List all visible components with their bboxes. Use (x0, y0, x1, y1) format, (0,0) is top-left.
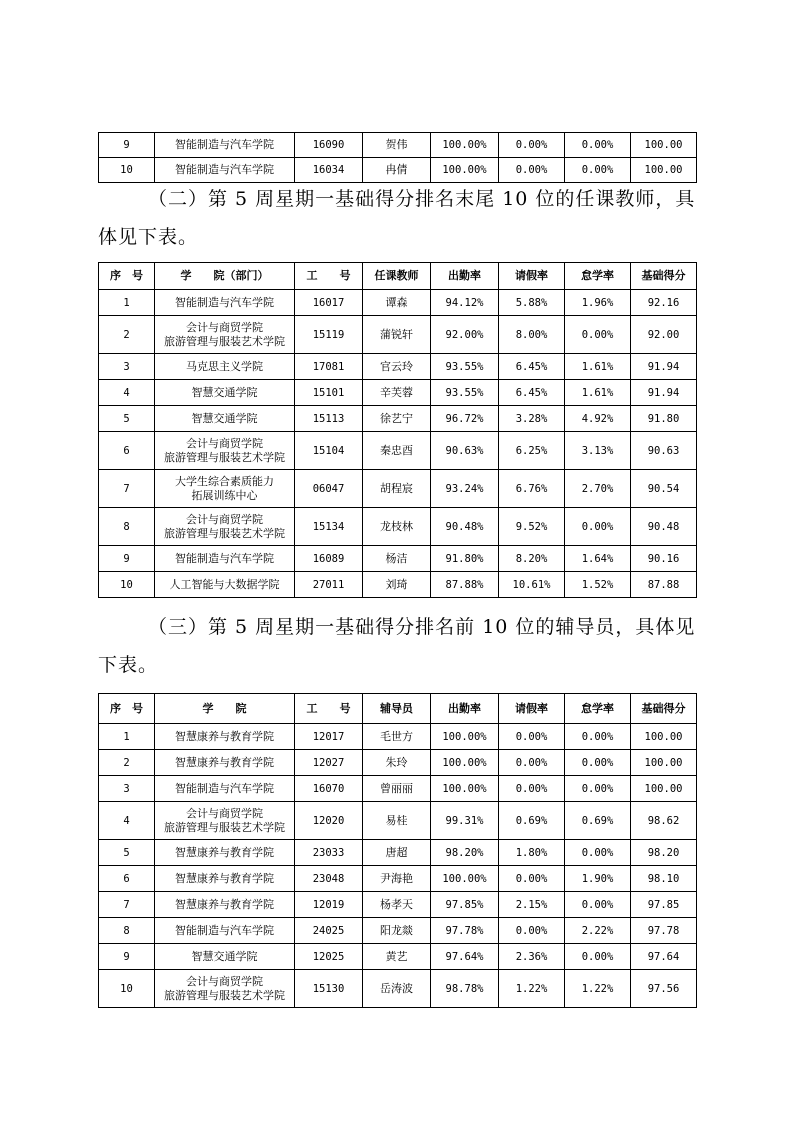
table-row (99, 750, 697, 776)
cell-no: 9 (99, 133, 155, 158)
cell-college (155, 546, 295, 572)
cell-college (155, 470, 295, 508)
cell-name: 易桂 (363, 802, 431, 840)
cell-name: 尹海艳 (363, 866, 431, 892)
cell-truancy: 0.00% (565, 750, 631, 776)
table-row (99, 354, 697, 380)
cell-truancy: 0.00% (565, 776, 631, 802)
cell-truancy: 3.13% (565, 432, 631, 470)
cell-college (155, 380, 295, 406)
cell-college (155, 866, 295, 892)
cell-score: 90.48 (631, 508, 697, 546)
cell-score: 100.00 (631, 750, 697, 776)
cell-no: 6 (99, 432, 155, 470)
cell-no: 5 (99, 406, 155, 432)
cell-leave: 0.00% (499, 918, 565, 944)
cell-score: 97.64 (631, 944, 697, 970)
table-row (99, 776, 697, 802)
cell-truancy: 1.96% (565, 290, 631, 316)
table-row (99, 508, 697, 546)
college-line: 智慧康养与教育学院 (175, 845, 274, 859)
cell-id: 12020 (295, 802, 363, 840)
table-row (99, 470, 697, 508)
cell-score: 100.00 (631, 724, 697, 750)
college-line: 智能制造与汽车学院 (175, 781, 274, 795)
cell-id: 16034 (295, 158, 363, 183)
cell-truancy: 0.00% (565, 158, 631, 183)
college-line: 智能制造与汽车学院 (175, 923, 274, 937)
college-line: 智能制造与汽车学院 (175, 163, 274, 176)
cell-attendance: 100.00% (431, 750, 499, 776)
college-line: 智慧交通学院 (191, 949, 258, 963)
cell-truancy: 0.00% (565, 892, 631, 918)
table-row (99, 918, 697, 944)
cell-leave: 0.00% (499, 866, 565, 892)
cell-college (155, 133, 295, 158)
table-row (99, 133, 697, 158)
cell-attendance: 99.31% (431, 802, 499, 840)
cell-name: 朱玲 (363, 750, 431, 776)
table-row (99, 724, 697, 750)
cell-id: 24025 (295, 918, 363, 944)
table-header-row (99, 263, 697, 290)
table-row (99, 406, 697, 432)
cell-name: 冉倩 (363, 158, 431, 183)
cell-no: 4 (99, 802, 155, 840)
table-row (99, 158, 697, 183)
table-row (99, 290, 697, 316)
cell-score: 87.88 (631, 572, 697, 598)
cell-attendance: 97.78% (431, 918, 499, 944)
cell-truancy: 0.00% (565, 508, 631, 546)
table-body (99, 724, 697, 1008)
header-id: 工 号 (295, 694, 363, 724)
cell-name: 刘琦 (363, 572, 431, 598)
cell-truancy: 0.00% (565, 133, 631, 158)
college-line: 会计与商贸学院 (186, 320, 263, 334)
cell-score: 91.94 (631, 354, 697, 380)
cell-score: 91.80 (631, 406, 697, 432)
header-leave: 请假率 (499, 694, 565, 724)
cell-name: 胡程宸 (363, 470, 431, 508)
cell-attendance: 100.00% (431, 724, 499, 750)
cell-score: 98.10 (631, 866, 697, 892)
header-score: 基础得分 (631, 694, 697, 724)
table-row (99, 546, 697, 572)
cell-college (155, 840, 295, 866)
cell-leave: 6.45% (499, 354, 565, 380)
table-top-continuation (98, 132, 697, 183)
cell-leave: 0.00% (499, 750, 565, 776)
cell-college (155, 944, 295, 970)
cell-score: 90.54 (631, 470, 697, 508)
section-heading-3: （三）第 5 周星期一基础得分排名前 10 位的辅导员，具体见 (148, 616, 696, 638)
cell-truancy: 2.70% (565, 470, 631, 508)
cell-name: 贺伟 (363, 133, 431, 158)
college-line: 智慧交通学院 (191, 385, 258, 399)
cell-leave: 8.00% (499, 316, 565, 354)
cell-college (155, 290, 295, 316)
cell-score: 90.16 (631, 546, 697, 572)
cell-id: 15104 (295, 432, 363, 470)
cell-truancy: 2.22% (565, 918, 631, 944)
cell-id: 23033 (295, 840, 363, 866)
cell-name: 徐艺宁 (363, 406, 431, 432)
cell-college (155, 892, 295, 918)
header-person: 辅导员 (363, 694, 431, 724)
cell-no: 7 (99, 892, 155, 918)
cell-id: 15113 (295, 406, 363, 432)
cell-name: 官云玲 (363, 354, 431, 380)
cell-score: 97.85 (631, 892, 697, 918)
table-header-row (99, 694, 697, 724)
header-score: 基础得分 (631, 263, 697, 290)
section-heading-3-cont: 下表。 (98, 654, 159, 676)
cell-name: 曾丽丽 (363, 776, 431, 802)
cell-truancy: 0.00% (565, 724, 631, 750)
cell-truancy: 1.22% (565, 970, 631, 1008)
cell-name: 岳涛波 (363, 970, 431, 1008)
cell-id: 16017 (295, 290, 363, 316)
cell-college (155, 724, 295, 750)
header-no: 序 号 (99, 263, 155, 290)
header-leave: 请假率 (499, 263, 565, 290)
cell-college (155, 750, 295, 776)
college-line: 会计与商贸学院 (186, 436, 263, 450)
cell-attendance: 97.85% (431, 892, 499, 918)
college-line: 会计与商贸学院 (186, 974, 263, 988)
college-line: 会计与商贸学院 (186, 512, 263, 526)
cell-score: 98.62 (631, 802, 697, 840)
cell-attendance: 98.20% (431, 840, 499, 866)
college-line: 旅游管理与服装艺术学院 (164, 988, 285, 1002)
cell-id: 27011 (295, 572, 363, 598)
cell-score: 97.56 (631, 970, 697, 1008)
cell-leave: 1.22% (499, 970, 565, 1008)
college-line: 拓展训练中心 (191, 488, 258, 502)
cell-id: 12019 (295, 892, 363, 918)
cell-name: 毛世方 (363, 724, 431, 750)
cell-attendance: 100.00% (431, 866, 499, 892)
cell-no: 1 (99, 724, 155, 750)
college-line: 旅游管理与服装艺术学院 (164, 334, 285, 348)
table-row (99, 572, 697, 598)
college-line: 人工智能与大数据学院 (169, 577, 280, 591)
cell-attendance: 90.48% (431, 508, 499, 546)
cell-score: 98.20 (631, 840, 697, 866)
cell-college (155, 572, 295, 598)
cell-name: 阳龙燚 (363, 918, 431, 944)
cell-id: 12025 (295, 944, 363, 970)
table-row (99, 432, 697, 470)
cell-attendance: 94.12% (431, 290, 499, 316)
table-row (99, 970, 697, 1008)
college-line: 马克思主义学院 (186, 359, 263, 373)
cell-leave: 9.52% (499, 508, 565, 546)
section-heading-2-cont: 体见下表。 (98, 226, 199, 248)
cell-no: 5 (99, 840, 155, 866)
header-person: 任课教师 (363, 263, 431, 290)
cell-name: 蒲锐轩 (363, 316, 431, 354)
college-line: 智慧康养与教育学院 (175, 729, 274, 743)
table-row (99, 866, 697, 892)
cell-college (155, 316, 295, 354)
cell-truancy: 0.69% (565, 802, 631, 840)
college-line: 会计与商贸学院 (186, 806, 263, 820)
cell-no: 3 (99, 776, 155, 802)
cell-leave: 0.00% (499, 133, 565, 158)
cell-attendance: 92.00% (431, 316, 499, 354)
cell-truancy: 1.90% (565, 866, 631, 892)
cell-id: 16090 (295, 133, 363, 158)
cell-no: 9 (99, 546, 155, 572)
cell-attendance: 90.63% (431, 432, 499, 470)
cell-score: 100.00 (631, 158, 697, 183)
cell-name: 龙枝林 (363, 508, 431, 546)
college-line: 大学生综合素质能力 (175, 474, 274, 488)
cell-leave: 0.00% (499, 724, 565, 750)
cell-leave: 2.15% (499, 892, 565, 918)
cell-name: 辛芙蓉 (363, 380, 431, 406)
cell-no: 9 (99, 944, 155, 970)
cell-score: 90.63 (631, 432, 697, 470)
cell-attendance: 100.00% (431, 776, 499, 802)
table-body (99, 290, 697, 598)
cell-name: 秦忠酉 (363, 432, 431, 470)
table-row (99, 316, 697, 354)
cell-no: 2 (99, 316, 155, 354)
cell-name: 杨孝天 (363, 892, 431, 918)
cell-score: 91.94 (631, 380, 697, 406)
header-college: 学 院（部门） (155, 263, 295, 290)
cell-attendance: 93.24% (431, 470, 499, 508)
cell-attendance: 97.64% (431, 944, 499, 970)
college-line: 智慧康养与教育学院 (175, 755, 274, 769)
cell-college (155, 918, 295, 944)
table-row (99, 380, 697, 406)
cell-leave: 2.36% (499, 944, 565, 970)
cell-id: 16070 (295, 776, 363, 802)
cell-score: 100.00 (631, 776, 697, 802)
cell-leave: 6.25% (499, 432, 565, 470)
header-truancy: 怠学率 (565, 263, 631, 290)
cell-leave: 8.20% (499, 546, 565, 572)
cell-college (155, 354, 295, 380)
cell-attendance: 100.00% (431, 158, 499, 183)
header-truancy: 怠学率 (565, 694, 631, 724)
cell-truancy: 4.92% (565, 406, 631, 432)
table-row (99, 802, 697, 840)
cell-id: 06047 (295, 470, 363, 508)
cell-name: 杨洁 (363, 546, 431, 572)
cell-college (155, 802, 295, 840)
cell-attendance: 93.55% (431, 354, 499, 380)
header-no: 序 号 (99, 694, 155, 724)
cell-no: 10 (99, 158, 155, 183)
cell-id: 15130 (295, 970, 363, 1008)
cell-score: 97.78 (631, 918, 697, 944)
cell-name: 黄艺 (363, 944, 431, 970)
cell-id: 17081 (295, 354, 363, 380)
cell-score: 92.00 (631, 316, 697, 354)
cell-attendance: 93.55% (431, 380, 499, 406)
cell-attendance: 91.80% (431, 546, 499, 572)
table-top-counselors (98, 693, 697, 1008)
cell-leave: 6.45% (499, 380, 565, 406)
cell-attendance: 98.78% (431, 970, 499, 1008)
college-line: 旅游管理与服装艺术学院 (164, 820, 285, 834)
cell-truancy: 0.00% (565, 316, 631, 354)
cell-id: 15134 (295, 508, 363, 546)
cell-id: 23048 (295, 866, 363, 892)
cell-id: 15119 (295, 316, 363, 354)
college-line: 智能制造与汽车学院 (175, 138, 274, 151)
cell-college (155, 776, 295, 802)
header-id: 工 号 (295, 263, 363, 290)
cell-truancy: 1.64% (565, 546, 631, 572)
cell-truancy: 0.00% (565, 944, 631, 970)
cell-no: 7 (99, 470, 155, 508)
cell-college (155, 158, 295, 183)
college-line: 旅游管理与服装艺术学院 (164, 450, 285, 464)
cell-leave: 0.69% (499, 802, 565, 840)
header-attendance: 出勤率 (431, 263, 499, 290)
college-line: 智能制造与汽车学院 (175, 551, 274, 565)
cell-attendance: 96.72% (431, 406, 499, 432)
cell-attendance: 87.88% (431, 572, 499, 598)
cell-leave: 10.61% (499, 572, 565, 598)
cell-no: 1 (99, 290, 155, 316)
college-line: 智慧康养与教育学院 (175, 897, 274, 911)
cell-score: 92.16 (631, 290, 697, 316)
cell-leave: 1.80% (499, 840, 565, 866)
cell-college (155, 508, 295, 546)
college-line: 旅游管理与服装艺术学院 (164, 526, 285, 540)
cell-no: 3 (99, 354, 155, 380)
table-row (99, 892, 697, 918)
cell-leave: 0.00% (499, 776, 565, 802)
table-row (99, 944, 697, 970)
college-line: 智慧康养与教育学院 (175, 871, 274, 885)
college-line: 智慧交通学院 (191, 411, 258, 425)
cell-attendance: 100.00% (431, 133, 499, 158)
cell-no: 4 (99, 380, 155, 406)
cell-college (155, 406, 295, 432)
cell-id: 12017 (295, 724, 363, 750)
cell-college (155, 432, 295, 470)
cell-college (155, 970, 295, 1008)
header-attendance: 出勤率 (431, 694, 499, 724)
cell-truancy: 1.52% (565, 572, 631, 598)
section-heading-2: （二）第 5 周星期一基础得分排名末尾 10 位的任课教师，具 (148, 188, 696, 210)
cell-no: 2 (99, 750, 155, 776)
table-body (99, 133, 697, 183)
cell-no: 8 (99, 918, 155, 944)
cell-id: 16089 (295, 546, 363, 572)
cell-score: 100.00 (631, 133, 697, 158)
cell-leave: 0.00% (499, 158, 565, 183)
college-line: 智能制造与汽车学院 (175, 295, 274, 309)
cell-id: 15101 (295, 380, 363, 406)
cell-leave: 6.76% (499, 470, 565, 508)
table-lowest-teachers (98, 262, 697, 598)
cell-name: 唐超 (363, 840, 431, 866)
cell-no: 6 (99, 866, 155, 892)
cell-truancy: 1.61% (565, 380, 631, 406)
cell-leave: 5.88% (499, 290, 565, 316)
cell-truancy: 0.00% (565, 840, 631, 866)
cell-truancy: 1.61% (565, 354, 631, 380)
cell-no: 8 (99, 508, 155, 546)
cell-no: 10 (99, 970, 155, 1008)
cell-leave: 3.28% (499, 406, 565, 432)
cell-name: 谭森 (363, 290, 431, 316)
cell-id: 12027 (295, 750, 363, 776)
cell-no: 10 (99, 572, 155, 598)
header-college: 学 院 (155, 694, 295, 724)
table-row (99, 840, 697, 866)
